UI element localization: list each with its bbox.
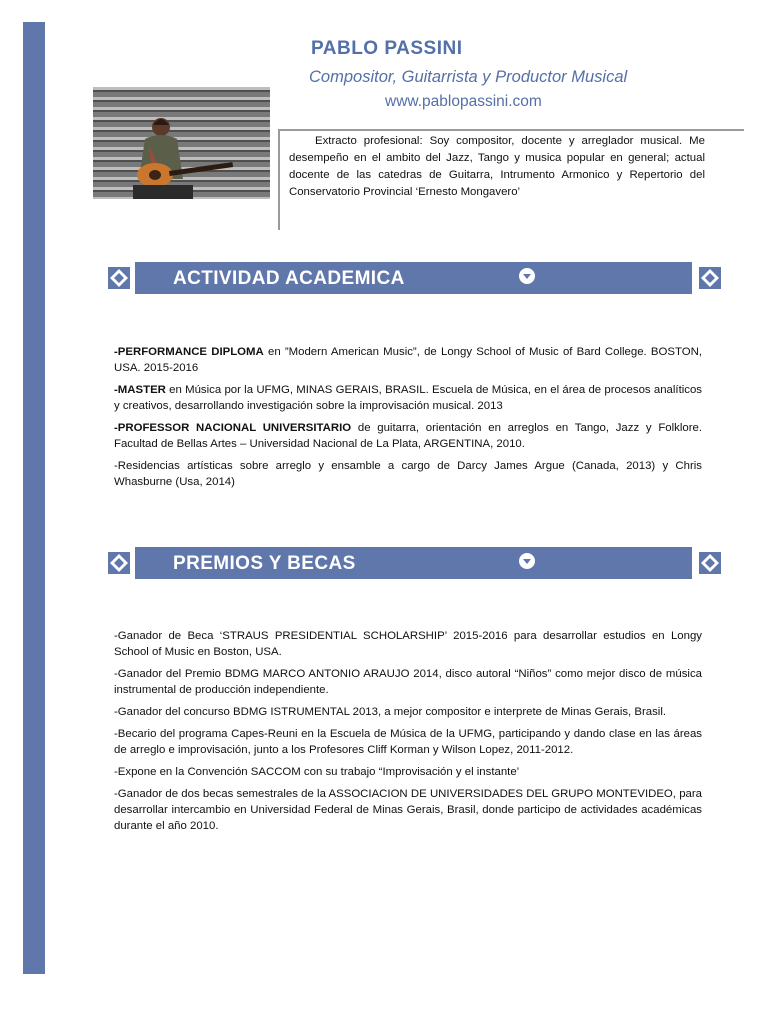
person-subtitle: Compositor, Guitarrista y Productor Musical bbox=[309, 68, 628, 86]
list-item bbox=[114, 382, 702, 414]
person-name: PABLO PASSINI bbox=[311, 38, 463, 59]
chevron-down-icon[interactable] bbox=[518, 552, 536, 570]
section-title: PREMIOS Y BECAS bbox=[173, 553, 356, 574]
actividad-academica-entries bbox=[114, 344, 702, 496]
professional-summary: Extracto profesional: Soy compositor, docente y arreglador musical. Me desempeño en el ambito del Jazz, Tango y musica popular en general; actual docente de las catedras de Guitarra, Intrumento Armonico y Repertorio del Conservatorio Provincial ‘Ernesto Mongavero’ bbox=[289, 135, 705, 198]
list-item bbox=[114, 666, 702, 698]
diamond-ornament-icon bbox=[107, 551, 131, 575]
list-item bbox=[114, 786, 702, 834]
list-item bbox=[114, 420, 702, 452]
premios-y-becas-entries bbox=[114, 628, 702, 840]
list-item bbox=[114, 458, 702, 490]
entry-highlight: -PERFORMANCE DIPLOMA bbox=[114, 346, 264, 358]
entry-text: en Música por la UFMG, MINAS GERAIS, BRASIL. Escuela de Música, en el área de procesos analíticos y creativos, desarrollando investigación sobre la improvisación musical. 2013 bbox=[114, 384, 702, 412]
entry-text: -Expone en la Convención SACCOM con su trabajo “Improvisación y el instante’ bbox=[114, 766, 520, 778]
list-item bbox=[114, 704, 702, 720]
website-link[interactable]: www.pablopassini.com bbox=[385, 93, 542, 110]
entry-text: -Residencias artísticas sobre arreglo y ensamble a cargo de Darcy James Argue (Canada, 2013) y Chris Whasburne (Usa, 2014) bbox=[114, 460, 702, 488]
diamond-ornament-icon bbox=[107, 266, 131, 290]
section-title: ACTIVIDAD ACADEMICA bbox=[173, 268, 405, 289]
entry-text: de guitarra, orientación en arreglos en Tango, Jazz y Folklore. Facultad de Bellas Artes – Universidad Nacional de La Plata, ARGENTINA, 2010. bbox=[114, 422, 703, 450]
entry-text: en ”Modern American Music”, de Longy School of Music of Bard College. BOSTON, USA. 2015-2016 bbox=[114, 346, 702, 374]
profile-photo bbox=[93, 87, 270, 199]
section-header-premios-y-becas bbox=[107, 547, 723, 579]
side-accent-bar bbox=[23, 22, 45, 974]
diamond-ornament-icon bbox=[698, 551, 722, 575]
entry-text: -Ganador de dos becas semestrales de la ASSOCIACION DE UNIVERSIDADES DEL GRUPO MONTEVIDEO, para desarrollar intercambio en Universidad Federal de Minas Gerais, Brasil, donde participo de actividades académicas durante el año 2010. bbox=[114, 788, 702, 832]
list-item bbox=[114, 344, 702, 376]
entry-text: -Ganador del Premio BDMG MARCO ANTONIO ARAUJO 2014, disco autoral “Niños” como mejor disco de música instrumental de producción independiente. bbox=[114, 668, 702, 696]
entry-highlight: -PROFESSOR NACIONAL UNIVERSITARIO bbox=[114, 422, 352, 434]
section-header-actividad-academica bbox=[107, 262, 723, 294]
chevron-down-icon[interactable] bbox=[518, 267, 536, 285]
entry-text: -Ganador del concurso BDMG ISTRUMENTAL 2013, a mejor compositor e interprete de Minas Gerais, Brasil. bbox=[114, 706, 667, 718]
guitarist-photo-illustration bbox=[93, 87, 270, 199]
list-item bbox=[114, 726, 702, 758]
diamond-ornament-icon bbox=[698, 266, 722, 290]
list-item bbox=[114, 764, 702, 780]
entry-text: -Becario del programa Capes-Reuni en la Escuela de Música de la UFMG, participando y dando clase en las áreas de arreglo e improvisación, junto a los Profesores Cliff Korman y Wilson Lopez, 2011-2012. bbox=[114, 728, 702, 756]
entry-text: -Ganador de Beca ‘STRAUS PRESIDENTIAL SCHOLARSHIP’ 2015-2016 para desarrollar estudios en Longy School of Music en Boston, USA. bbox=[114, 630, 702, 658]
list-item bbox=[114, 628, 702, 660]
entry-highlight: -MASTER bbox=[114, 384, 166, 396]
